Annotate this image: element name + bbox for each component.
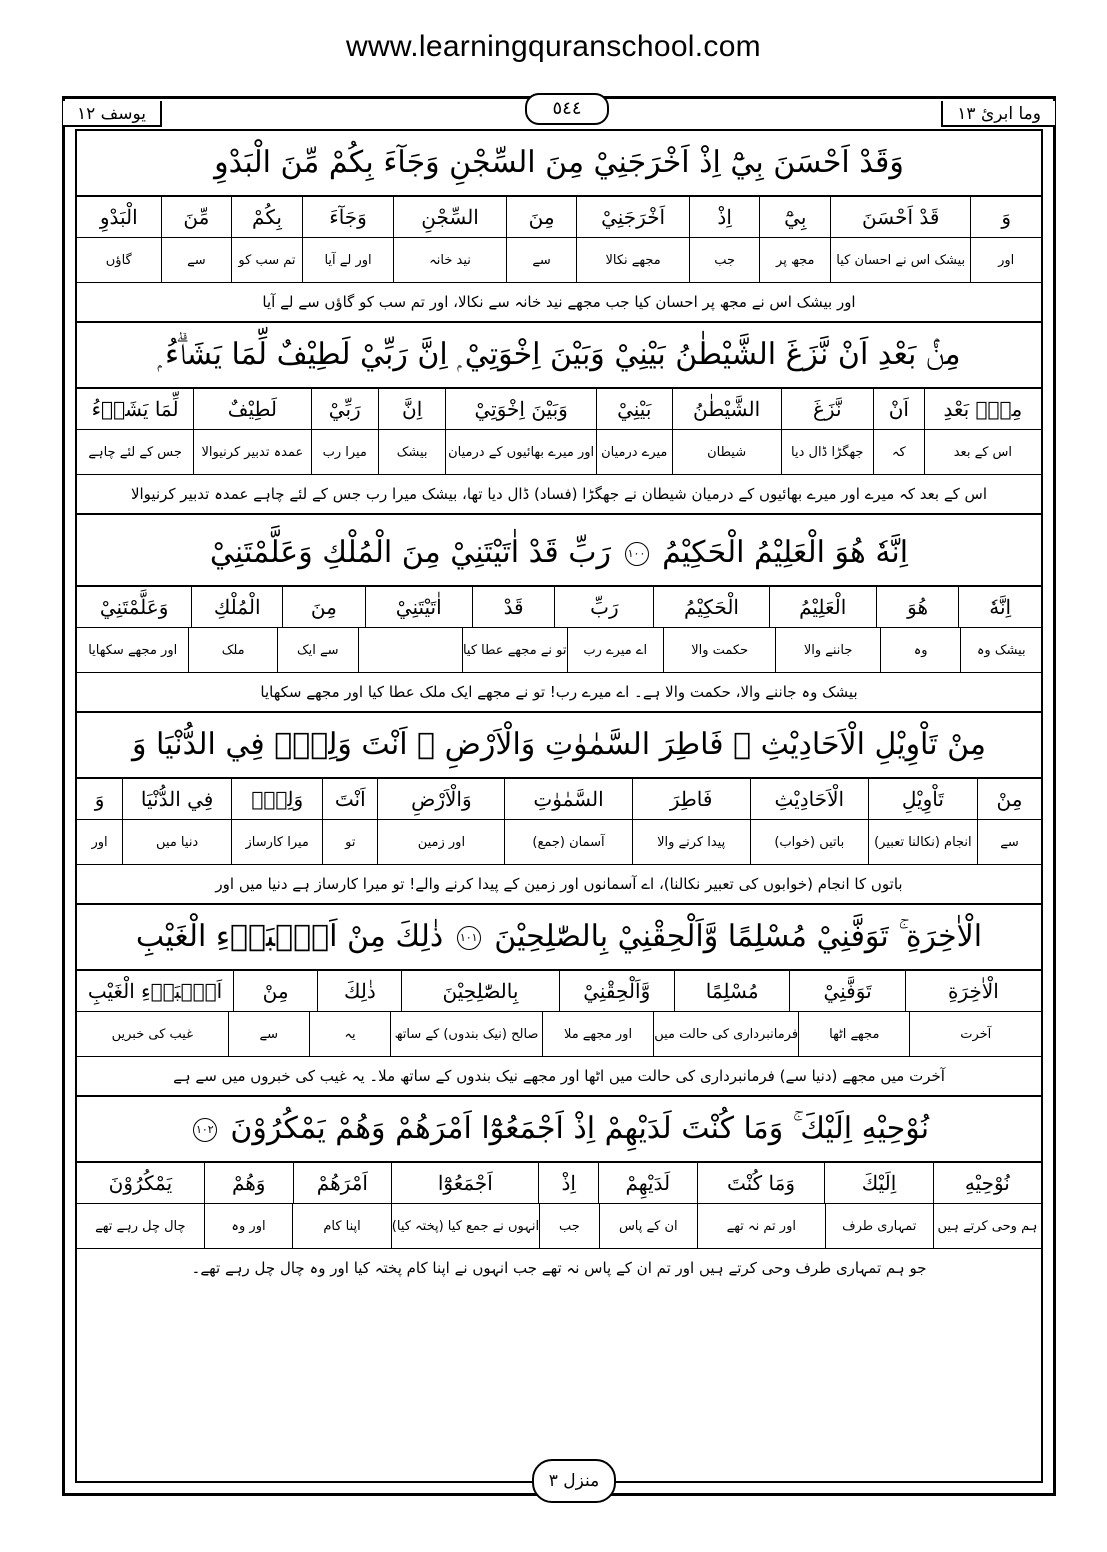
content-area xyxy=(75,129,1043,1491)
word-meaning: اور مجھے سکھایا xyxy=(88,642,178,658)
word-meaning: دنیا میں xyxy=(122,820,231,864)
word-meaning: صالح (نیک بندوں) کے ساتھ xyxy=(390,1012,542,1056)
urdu-meanings-row xyxy=(77,238,1041,283)
arabic-word: وَهُمْ xyxy=(204,1163,293,1203)
arabic-words-row xyxy=(77,587,1041,628)
arabic-word: مِنَ xyxy=(282,587,365,627)
word-meaning: اپنا کام xyxy=(292,1204,390,1248)
arabic-word: اَخْرَجَنِيْ xyxy=(576,197,688,237)
ayah-text: اِنَّهٗ هُوَ الْعَلِيْمُ الْحَكِيْمُ xyxy=(662,535,909,570)
arabic-word: مِنْ xyxy=(233,971,317,1011)
urdu-translation: جو ہم تمہاری طرف وحی کرتے ہیں اور تم ان کے پاس نہ تھے جب انہوں نے اپنا کام پختہ کیا اور وہ چال چل رہے تھے۔ xyxy=(191,1259,927,1277)
ayah-text: رَبِّ قَدْ اٰتَيْتَنِيْ مِنَ الْمُلْكِ وَعَلَّمْتَنِيْ xyxy=(209,535,611,570)
arabic-word: اِذْ xyxy=(538,1163,598,1203)
site-url: www.learningquranschool.com xyxy=(346,30,761,63)
word-meaning: شیطان xyxy=(672,430,781,474)
ayah-line xyxy=(77,907,1041,967)
arabic-word: وَلِيّٖ xyxy=(231,779,322,819)
ayah-line xyxy=(77,523,1041,583)
arabic-word: وَ xyxy=(94,787,105,811)
word-meaning: میرا رب xyxy=(311,430,378,474)
para-label: وما ابرئ ١٣ xyxy=(941,101,1055,127)
word-meaning: اس کے بعد xyxy=(924,430,1041,474)
word-meaning: آسمان (جمع) xyxy=(504,820,631,864)
urdu-translation: باتوں کا انجام (خوابوں کی تعبیر نکالنا)، اے آسمانوں اور زمین کے پیدا کرنے والے! تو میرا کارساز ہے دنیا میں اور xyxy=(77,865,1041,905)
arabic-word: اَنْۢبَاۗءِ الْغَيْبِ xyxy=(87,979,223,1003)
word-meaning: مجھے نکالا xyxy=(576,238,688,282)
word-grid xyxy=(77,1161,1041,1249)
arabic-word: اِذْ xyxy=(689,197,760,237)
word-meaning: جھگڑا ڈال دیا xyxy=(781,430,873,474)
arabic-word: الشَّيْطٰنُ xyxy=(672,389,781,429)
word-meaning: جس کے لئے چاہے xyxy=(88,444,182,460)
arabic-word: رَبِّيْ xyxy=(311,389,378,429)
word-grid xyxy=(77,585,1041,673)
arabic-word: اَجْمَعُوْٓا xyxy=(391,1163,538,1203)
word-meaning: بیشک اس نے احسان کیا xyxy=(830,238,970,282)
arabic-word: نُوْحِيْهِ xyxy=(933,1163,1041,1203)
manzil-label: منزل ٣ xyxy=(532,1459,616,1503)
word-meaning: چال چل رہے تھے xyxy=(95,1218,186,1234)
arabic-word: وَمَا كُنْتَ xyxy=(697,1163,825,1203)
urdu-meanings-row xyxy=(77,1012,1041,1057)
page-frame xyxy=(62,96,1056,1496)
ayah-line: وَقَدْ اَحْسَنَ بِيْٓ اِذْ اَخْرَجَنِيْ مِنَ السِّجْنِ وَجَآءَ بِكُمْ مِّنَ الْبَدْوِ xyxy=(214,145,904,180)
urdu-meanings-row xyxy=(77,1204,1041,1249)
word-meaning: حکمت والا xyxy=(663,628,775,672)
word-meaning: اور لے آیا xyxy=(302,238,394,282)
arabic-word: اِنَّهٗ xyxy=(958,587,1041,627)
word-meaning: ملک xyxy=(188,628,277,672)
word-meaning: نید خانہ xyxy=(393,238,505,282)
arabic-word: بِيْٓ xyxy=(759,197,830,237)
arabic-word: يَمْكُرُوْنَ xyxy=(108,1171,173,1195)
arabic-word: وَ xyxy=(970,197,1041,237)
arabic-word: هُوَ xyxy=(876,587,959,627)
ayah-text: الْاٰخِرَةِ ۚ تَوَفَّنِيْ مُسْلِمًا وَّاَلْحِقْنِيْ بِالصّٰلِحِيْنَ xyxy=(494,919,983,954)
word-meaning: ان کے پاس xyxy=(599,1204,697,1248)
word-meaning: تمہاری طرف xyxy=(825,1204,933,1248)
arabic-word: مِّنَ xyxy=(161,197,232,237)
urdu-translation: اور بیشک اس نے مجھ پر احسان کیا جب مجھے نید خانہ سے نکالا، اور تم سب کو گاؤں سے لے آیا xyxy=(77,283,1041,323)
word-meaning: فرمانبرداری کی حالت میں xyxy=(653,1012,798,1056)
word-meaning: سے xyxy=(161,238,232,282)
arabic-word: السِّجْنِ xyxy=(393,197,505,237)
ayah-number-marker: ١٠١ xyxy=(457,926,481,950)
word-meaning: جاننے والا xyxy=(775,628,879,672)
arabic-word: رَبِّ xyxy=(554,587,653,627)
word-meaning: آخرت xyxy=(909,1012,1041,1056)
word-meaning: عمدہ تدبیر کرنیوالا xyxy=(193,430,310,474)
word-meaning: ہم وحی کرتے ہیں xyxy=(933,1204,1041,1248)
ayah-line xyxy=(77,1099,1041,1159)
word-meaning: جب xyxy=(539,1204,598,1248)
ayah-text: ذٰلِكَ مِنْ اَنْۢبَاۗءِ الْغَيْبِ xyxy=(135,919,444,954)
arabic-word: الْحَكِيْمُ xyxy=(653,587,768,627)
word-meaning: میرے درمیان xyxy=(596,430,672,474)
word-grid xyxy=(77,195,1041,283)
page-number: ٥٤٤ xyxy=(525,93,609,125)
arabic-word: تَاْوِيْلِ xyxy=(868,779,977,819)
arabic-word: لَدَيْهِمْ xyxy=(598,1163,697,1203)
word-meaning: غیب کی خبریں xyxy=(111,1026,193,1042)
word-meaning: سے ایک xyxy=(277,628,358,672)
arabic-word: اٰتَيْتَنِيْ xyxy=(365,587,472,627)
word-grid xyxy=(77,777,1041,865)
arabic-word: وَعَلَّمْتَنِيْ xyxy=(99,595,169,619)
arabic-word: مُسْلِمًا xyxy=(674,971,789,1011)
word-meaning: انہوں نے جمع کیا (پختہ کیا) xyxy=(391,1204,539,1248)
arabic-word: الْمُلْكِ xyxy=(191,587,282,627)
arabic-word: الْبَدْوِ xyxy=(99,205,138,229)
urdu-meanings-row xyxy=(77,628,1041,673)
word-meaning: جب xyxy=(689,238,760,282)
arabic-word: فِي الدُّنْيَا xyxy=(122,779,231,819)
arabic-word: الْاٰخِرَةِ xyxy=(905,971,1041,1011)
arabic-word: وَالْاَرْضِ xyxy=(377,779,504,819)
word-meaning: تم سب کو xyxy=(231,238,302,282)
arabic-words-row xyxy=(77,779,1041,820)
urdu-translation: اس کے بعد کہ میرے اور میرے بھائیوں کے درمیان شیطان نے جھگڑا (فساد) ڈال دیا تھا، بیشک میرا رب جس کے لئے چاہے عمدہ تدبیر کرنیوالا xyxy=(77,475,1041,515)
arabic-word: الْعَلِيْمُ xyxy=(769,587,876,627)
arabic-word: مِنَ xyxy=(506,197,577,237)
surah-label: یوسف ١٢ xyxy=(63,101,162,127)
arabic-word: ذٰلِكَ xyxy=(317,971,401,1011)
arabic-word: وَّاَلْحِقْنِيْ xyxy=(559,971,674,1011)
ayah-line: مِنْ تَاْوِيْلِ الْاَحَادِيْثِ ۚ فَاطِرَ السَّمٰوٰتِ وَالْاَرْضِ ۣ اَنْتَ وَلِيّٖ فِي الدُّنْيَا وَ xyxy=(132,727,986,762)
urdu-meanings-row xyxy=(77,820,1041,865)
arabic-word: الْاَحَادِيْثِ xyxy=(750,779,868,819)
word-grid xyxy=(77,969,1041,1057)
word-meaning: کہ xyxy=(873,430,924,474)
arabic-word: فَاطِرَ xyxy=(632,779,750,819)
arabic-word: السَّمٰوٰتِ xyxy=(504,779,631,819)
word-meaning: مجھ پر xyxy=(759,238,830,282)
urdu-meanings-row xyxy=(77,430,1041,475)
word-meaning: میرا کارساز xyxy=(231,820,322,864)
arabic-words-row xyxy=(77,197,1041,238)
word-meaning: سے xyxy=(506,238,577,282)
arabic-word: لَطِيْفٌ xyxy=(193,389,310,429)
word-meaning: انجام (نکالنا تعبیر) xyxy=(868,820,977,864)
word-meaning: باتیں (خواب) xyxy=(750,820,868,864)
ayah-number-marker: ١٠٠ xyxy=(625,542,649,566)
arabic-word: قَدْ اَحْسَنَ xyxy=(830,197,970,237)
word-meaning: مجھے اٹھا xyxy=(798,1012,909,1056)
arabic-words-row xyxy=(77,971,1041,1012)
word-meaning: اور xyxy=(970,238,1041,282)
arabic-words-row xyxy=(77,1163,1041,1204)
arabic-word: قَدْ xyxy=(472,587,555,627)
arabic-word: تَوَفَّنِيْ xyxy=(789,971,904,1011)
arabic-word: اَنْ xyxy=(873,389,924,429)
arabic-word: اِنَّ xyxy=(378,389,445,429)
word-meaning: پیدا کرنے والا xyxy=(632,820,750,864)
word-meaning: اور زمین xyxy=(377,820,504,864)
ayah-line: مِنْۢ بَعْدِ اَنْ نَّزَغَ الشَّيْطٰنُ بَيْنِيْ وَبَيْنَ اِخْوَتِيْ ۭ اِنَّ رَبِّيْ لَطِيْفٌ لِّمَا يَشَاۗءُ ۭ xyxy=(157,337,961,372)
arabic-word: وَجَآءَ xyxy=(302,197,394,237)
arabic-word: لِّمَا يَشَاۗءُ xyxy=(91,397,179,421)
word-meaning: تو xyxy=(322,820,377,864)
arabic-word: وَبَيْنَ اِخْوَتِيْ xyxy=(445,389,595,429)
urdu-translation: بیشک وہ جاننے والا، حکمت والا ہے۔ اے میرے رب! تو نے مجھے ایک ملک عطا کیا اور مجھے سکھایا xyxy=(77,673,1041,713)
urdu-translation: آخرت میں مجھے (دنیا سے) فرمانبرداری کی حالت میں اٹھا اور مجھے نیک بندوں کے ساتھ ملا۔ یہ غیب کی خبروں میں سے ہے xyxy=(77,1057,1041,1097)
word-meaning: گاؤں xyxy=(105,252,132,268)
word-meaning: سے xyxy=(228,1012,309,1056)
arabic-word: مِنْ xyxy=(977,779,1041,819)
arabic-word: اِلَيْكَ xyxy=(824,1163,932,1203)
arabic-words-row xyxy=(77,389,1041,430)
arabic-word: اَمْرَهُمْ xyxy=(293,1163,392,1203)
word-meaning: اور تم نہ تھے xyxy=(697,1204,825,1248)
word-meaning: اور وہ xyxy=(204,1204,293,1248)
arabic-word: بَيْنِيْ xyxy=(596,389,672,429)
word-meaning: اور میرے بھائیوں کے درمیان xyxy=(445,430,595,474)
word-meaning: وہ xyxy=(880,628,961,672)
ayah-number-marker: ١٠٢ xyxy=(193,1118,217,1142)
word-meaning: اور مجھے ملا xyxy=(542,1012,653,1056)
word-grid xyxy=(77,387,1041,475)
word-meaning: سے xyxy=(977,820,1041,864)
arabic-word: بِالصّٰلِحِيْنَ xyxy=(401,971,558,1011)
arabic-word: نَّزَغَ xyxy=(781,389,873,429)
word-meaning: یہ xyxy=(309,1012,390,1056)
arabic-word: اَنْتَ xyxy=(322,779,377,819)
word-meaning: اور xyxy=(91,834,108,850)
arabic-word: بِكُمْ xyxy=(231,197,302,237)
word-meaning xyxy=(358,628,462,672)
word-meaning: بیشک وہ xyxy=(960,628,1041,672)
word-meaning: بیشک xyxy=(378,430,445,474)
word-meaning: اے میرے رب xyxy=(567,628,663,672)
ayah-text: نُوْحِيْهِ اِلَيْكَ ۚ وَمَا كُنْتَ لَدَيْهِمْ اِذْ اَجْمَعُوْٓا اَمْرَهُمْ وَهُمْ يَمْكُرُوْنَ xyxy=(230,1111,930,1146)
arabic-word: مِنْۢ بَعْدِ xyxy=(924,389,1041,429)
word-meaning: تو نے مجھے عطا کیا xyxy=(462,628,567,672)
